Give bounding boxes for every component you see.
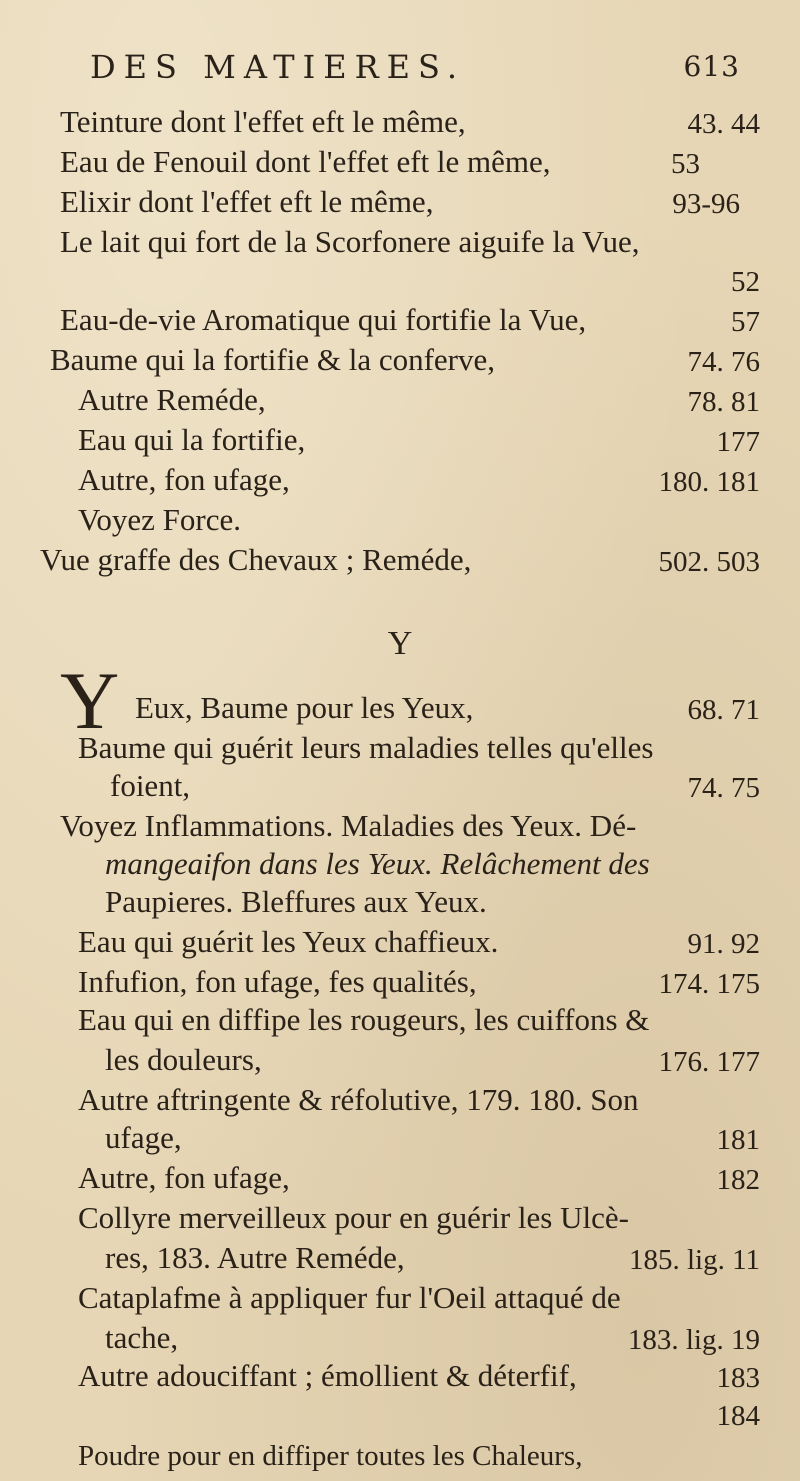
entry-page-ref: 74. 75: [687, 772, 760, 804]
entry-page-ref: 174. 175: [658, 968, 760, 1000]
entry-line: Autre Reméde,: [78, 382, 266, 417]
entry-page-ref: 57: [731, 306, 760, 338]
entry-line: Elixir dont l'effet eft le même,: [60, 184, 434, 219]
entry-line: Voyez Inflammations. Maladies des Yeux. Dé-: [60, 808, 637, 843]
entry-page-ref: 78. 81: [687, 386, 760, 418]
entry-line: Autre adouciffant ; émollient & déterfif,: [78, 1358, 577, 1393]
entry-page-ref: 185. lig. 11: [628, 1244, 760, 1276]
entry-line: Infufion, fon ufage, fes qualités,: [78, 964, 477, 999]
entry-line: les douleurs,: [105, 1042, 262, 1077]
entry-page-ref: 43. 44: [687, 108, 760, 140]
entry-line: Eau qui la fortifie,: [78, 422, 306, 457]
entry-line: Cataplafme à appliquer fur l'Oeil attaqué de: [78, 1280, 621, 1315]
entry-page-ref: 68. 71: [687, 694, 760, 726]
drop-cap: Y: [60, 655, 120, 746]
entry-line: Eau-de-vie Aromatique qui fortifie la Vue,: [60, 302, 587, 337]
entry-page-ref: 176. 177: [658, 1046, 760, 1078]
entry-line: Baume qui guérit leurs maladies telles qu'elles: [78, 730, 654, 765]
entry-line: Baume qui la fortifie & la conferve,: [50, 342, 496, 377]
entry-page-ref: 53: [671, 148, 700, 180]
running-header: [90, 48, 740, 86]
entry-page-ref: 180. 181: [658, 466, 760, 498]
entry-line: res, 183. Autre Reméde,: [105, 1240, 405, 1275]
header-title: DES MATIERES.: [90, 48, 465, 86]
entry-line: mangeaifon dans les Yeux. Relâchement des: [105, 846, 650, 881]
entry-page-ref: 91. 92: [687, 928, 760, 960]
entry-page-ref: 184: [716, 1400, 760, 1432]
entry-line: Le lait qui fort de la Scorfonere aiguife la Vue,: [60, 224, 640, 259]
entry-page-ref: 74. 76: [687, 346, 760, 378]
entry-line: Autre, fon ufage,: [78, 462, 290, 497]
entry-line: Paupieres. Bleffures aux Yeux.: [105, 884, 487, 919]
entry-page-ref: 93-96: [672, 188, 740, 220]
entry-page-ref: 181: [716, 1124, 760, 1156]
entry-line: Autre, fon ufage,: [78, 1160, 290, 1195]
entry-page-ref: 183: [716, 1362, 760, 1394]
entry-page-ref: 182: [716, 1164, 760, 1196]
entry-line: Eau qui guérit les Yeux chaffieux.: [78, 924, 499, 959]
entry-line: Vue graffe des Chevaux ; Reméde,: [40, 542, 472, 577]
entry-line: Eau qui en diffipe les rougeurs, les cuiffons &: [78, 1002, 650, 1037]
entry-line: tache,: [105, 1320, 179, 1355]
section-letter: Y: [387, 625, 413, 662]
entry-page-ref: 183. lig. 19: [627, 1324, 760, 1356]
entry-line: Eau de Fenouil dont l'effet eft le même,: [60, 144, 551, 179]
entry-page-ref: 52: [731, 266, 760, 298]
entry-line: Poudre pour en diffiper toutes les Chaleurs,: [78, 1440, 583, 1472]
entry-line: Collyre merveilleux pour en guérir les Ulcè-: [78, 1200, 629, 1235]
entry-line: Eux, Baume pour les Yeux,: [135, 690, 474, 725]
entry-page-ref: 502. 503: [658, 546, 760, 578]
entry-line: foient,: [110, 768, 191, 803]
entry-page-ref: 177: [716, 426, 760, 458]
entry-line: Autre aftringente & réfolutive, 179. 180. Son: [78, 1082, 639, 1117]
entry-line: Teinture dont l'effet eft le même,: [60, 104, 466, 139]
entry-line: ufage,: [105, 1120, 182, 1155]
page-number: 613: [683, 50, 740, 83]
entry-line: Voyez Force.: [78, 502, 241, 537]
